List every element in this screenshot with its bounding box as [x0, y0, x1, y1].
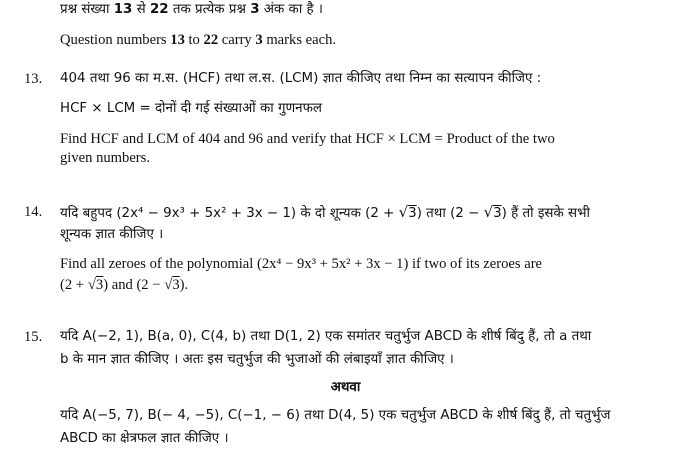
- or-divider: अथवा: [330, 380, 361, 395]
- question-15-alt-line-2: ABCD का क्षेत्रफल ज्ञात कीजिए ।: [60, 431, 229, 446]
- question-14-english-line-2: (2 + √3) and (2 − √3).: [60, 277, 189, 293]
- question-14-english-line-1: Find all zeroes of the polynomial (2x⁴ − 9x³ + 5x² + 3x − 1) if two of its zeroes are: [60, 256, 543, 272]
- question-13-hindi-formula: HCF × LCM = दोनों दी गई संख्याओं का गुणनफल: [60, 101, 323, 116]
- question-13-english-line-2: given numbers.: [60, 150, 150, 166]
- question-15-hindi-line-1: यदि A(−2, 1), B(a, 0), C(4, b) तथा D(1, 2) एक समांतर चतुर्भुज ABCD के शीर्ष बिंदु हैं, तो a तथा: [60, 329, 592, 344]
- intro-english: Question numbers 13 to 22 carry 3 marks each.: [60, 32, 337, 48]
- question-14-hindi-line-1: यदि बहुपद (2x⁴ − 9x³ + 5x² + 3x − 1) के दो शून्यक (2 + √3) तथा (2 − √3) हैं तो इसके सभी: [60, 203, 590, 221]
- question-14-hindi-line-2: शून्यक ज्ञात कीजिए ।: [60, 227, 164, 242]
- question-15-number: 15.: [24, 329, 43, 345]
- question-14-number: 14.: [24, 204, 43, 220]
- question-15-hindi-line-2: b के मान ज्ञात कीजिए । अतः इस चतुर्भुज की भुजाओं की लंबाइयाँ ज्ञात कीजिए ।: [60, 352, 454, 367]
- question-13-english-line-1: Find HCF and LCM of 404 and 96 and verify that HCF × LCM = Product of the two: [60, 131, 555, 147]
- intro-hindi: प्रश्न संख्या 13 से 22 तक प्रत्येक प्रश्न 3 अंक का है ।: [60, 2, 323, 17]
- question-15-alt-line-1: यदि A(−5, 7), B(− 4, −5), C(−1, − 6) तथा D(4, 5) एक चतुर्भुज ABCD के शीर्ष बिंदु हैं, तो चतुर्भुज: [60, 408, 611, 423]
- question-13-number: 13.: [24, 71, 43, 87]
- question-13-hindi: 404 तथा 96 का म.स. (HCF) तथा ल.स. (LCM) ज्ञात कीजिए तथा निम्न का सत्यापन कीजिए :: [60, 71, 542, 86]
